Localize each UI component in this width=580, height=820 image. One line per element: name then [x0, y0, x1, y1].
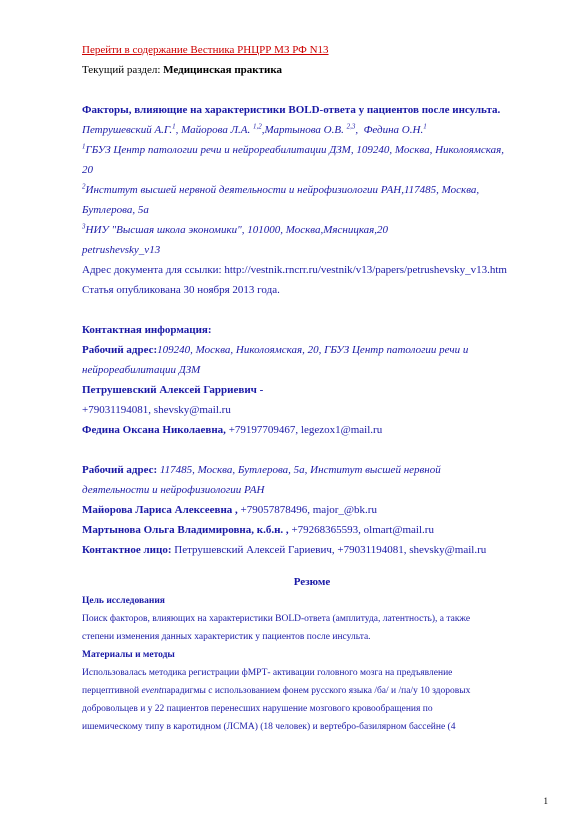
work-address-value: 117485, Москва, Бутлерова, 5а, Институт высшей нервной	[157, 464, 441, 476]
work-address-2	[82, 460, 542, 480]
author-name: Мартынова О.В.	[264, 124, 344, 136]
author-name: Федина О.Н.	[363, 124, 424, 136]
author-list: Петрушевский А.Г.$^1$, Майорова Л.А. $^{1,2}$,Мартынова О.В. $^{2,3}$, Федина О.Н.$^1$	[82, 122, 427, 136]
methods-text-part: парадигмы с использованием фонем русского языка /ба/ и /па/у 10 здоровых	[161, 686, 471, 696]
person-row	[82, 420, 542, 440]
contact-person-label: Контактное лицо:	[82, 544, 172, 556]
person-name: Петрушевский Алексей Гарриевич -	[82, 384, 264, 396]
document-page	[82, 40, 542, 736]
affiliation-1	[82, 140, 542, 160]
affiliation-text: Институт высшей нервной деятельности и нейрофизиологии РАН,117485, Москва,	[85, 184, 480, 196]
affiliation-sup: 2	[82, 182, 86, 191]
author-name: Петрушевский А.Г.	[82, 124, 173, 136]
contact-heading: Контактная информация:	[82, 324, 212, 336]
work-address-1-cont: нейрореабилитации ДЗМ	[82, 364, 201, 376]
toc-link[interactable]: Перейти в содержание Вестника РНЦРР МЗ РФ N13	[82, 44, 329, 56]
methods-heading: Материалы и методы	[82, 650, 175, 660]
contact-person-value: Петрушевский Алексей Гариевич, +79031194081, shevsky@mail.ru	[171, 544, 487, 556]
methods-text-cont: ишемическому типу в каротидном (ЛСМА) (18 человек) и вертебро-базилярном бассейне (4	[82, 722, 456, 732]
methods-text-cont	[82, 682, 542, 700]
work-address-value: 109240, Москва, Николоямская, 20, ГБУЗ Центр патологии речи и	[157, 344, 469, 356]
person-name: Мартынова Ольга Владимировна, к.б.н. ,	[82, 524, 289, 536]
author-sup: 1	[423, 122, 427, 131]
aim-text-cont: степени изменения данных характеристик у пациентов после инсульта.	[82, 632, 371, 642]
publication-date: Статья опубликована 30 ноября 2013 года.	[82, 284, 280, 296]
author-sup: 1	[172, 122, 176, 131]
work-address-label: Рабочий адрес:	[82, 464, 158, 476]
spacer	[82, 80, 542, 100]
spacer	[82, 300, 542, 320]
affiliation-2	[82, 180, 542, 200]
affiliation-text: НИУ "Высшая школа экономики", 101000, Москва,Мясницкая,20	[85, 224, 389, 236]
person-details: +79031194081, shevsky@mail.ru	[82, 404, 231, 416]
person-name: Федина Оксана Николаевна,	[82, 424, 226, 436]
page-number: 1	[543, 796, 548, 806]
methods-text-event: event	[141, 686, 162, 696]
person-details: +79057878496, major_@bk.ru	[237, 504, 377, 516]
spacer	[82, 440, 542, 460]
affiliation-sup: 1	[82, 142, 86, 151]
person-name: Майорова Лариса Алексеевна ,	[82, 504, 238, 516]
work-address-2-cont: деятельности и нейрофизиологии РАН	[82, 484, 265, 496]
aim-heading: Цель исследования	[82, 596, 165, 606]
section-label: Текущий раздел:	[82, 64, 161, 76]
summary-heading: Резюме	[293, 576, 331, 588]
aim-text: Поиск факторов, влияющих на характеристики BOLD-ответа (амплитуда, латентность), а также	[82, 614, 471, 624]
affiliation-1-cont: 20	[82, 164, 93, 176]
spacer	[82, 560, 542, 572]
document-address[interactable]: Адрес документа для ссылки: http://vestnik.rncrr.ru/vestnik/v13/papers/petrushevsky_v13.htm	[82, 264, 507, 276]
author-sup: 2,3	[346, 122, 356, 131]
person-row	[82, 520, 542, 540]
document-id: petrushevsky_v13	[82, 244, 161, 256]
section-value: Медицинская практика	[163, 64, 283, 76]
methods-text-cont: добровольцев и у 22 пациентов перенесших нарушение мозгового кровообращения по	[82, 704, 433, 714]
contact-person-row	[82, 540, 542, 560]
person-details: +79197709467, legezox1@mail.ru	[225, 424, 383, 436]
current-section	[82, 60, 542, 80]
affiliation-text: ГБУЗ Центр патологии речи и нейрореабилитации ДЗМ, 109240, Москва, Николоямская,	[85, 144, 505, 156]
person-row	[82, 500, 542, 520]
affiliation-3	[82, 220, 542, 240]
article-title: Факторы, влияющие на характеристики BOLD-ответа у пациентов после инсульта.	[82, 104, 501, 116]
work-address-label: Рабочий адрес:	[82, 344, 158, 356]
methods-text-part: перцептивной	[82, 686, 142, 696]
person-details: +79268365593, olmart@mail.ru	[288, 524, 434, 536]
work-address-1	[82, 340, 542, 360]
author-sup: 1,2	[253, 122, 262, 131]
affiliation-2-cont: Бутлерова, 5а	[82, 204, 149, 216]
author-name: Майорова Л.А.	[181, 124, 251, 136]
methods-text: Использовалась методика регистрации фМРТ- активации головного мозга на предъявление	[82, 668, 453, 678]
affiliation-sup: 3	[82, 222, 86, 231]
